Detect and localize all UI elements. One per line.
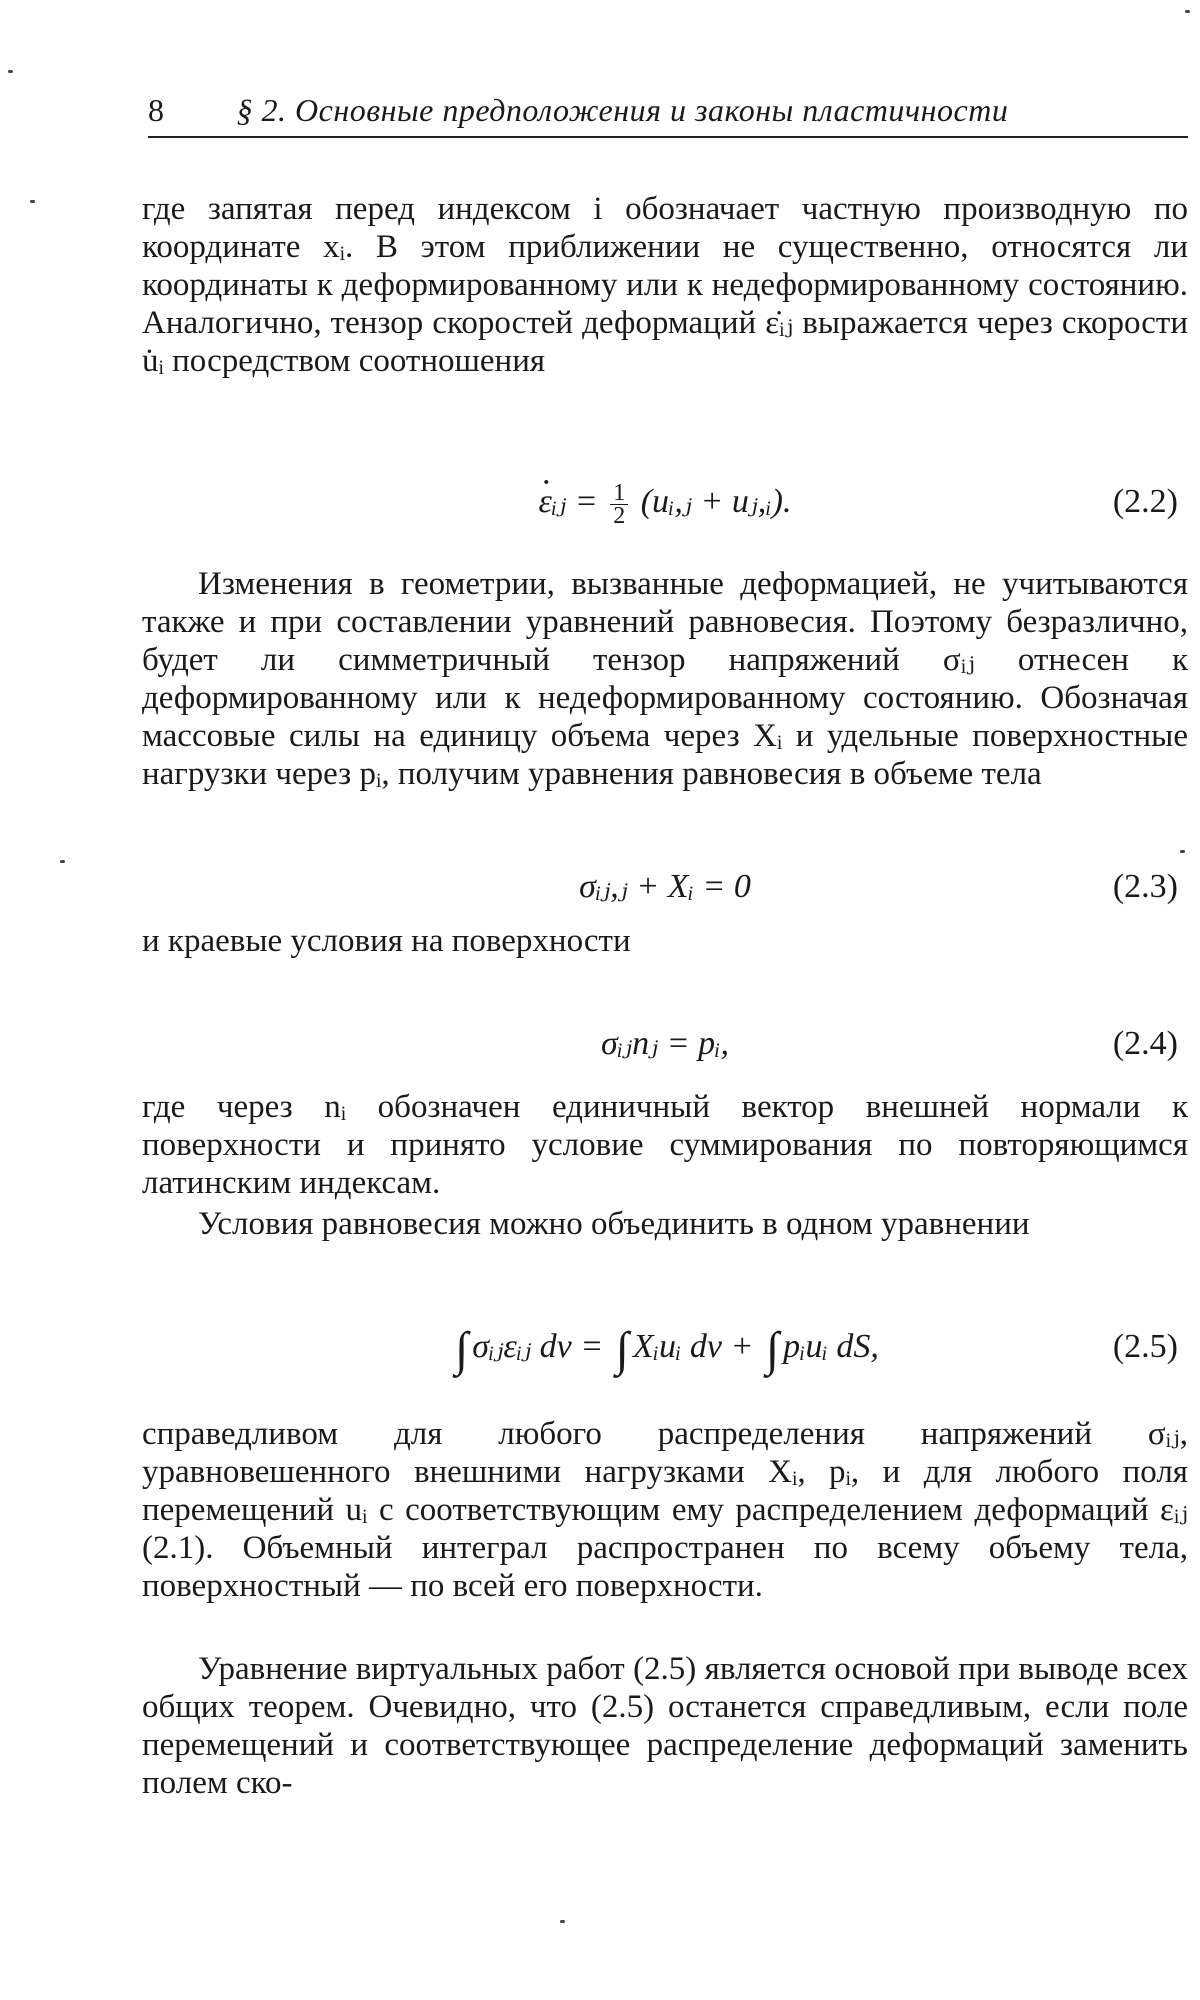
eq22-numerator: 1 <box>610 482 628 505</box>
scan-speck <box>30 200 35 203</box>
eq22-rhs: (uᵢ,ⱼ + uⱼ,ᵢ). <box>640 483 792 520</box>
page-number: 8 <box>148 92 165 128</box>
equation-2-5 <box>142 1323 1188 1376</box>
running-header <box>148 92 1188 138</box>
equation-2-3 <box>142 865 1188 909</box>
equation-number-2-3: (2.3) <box>1112 868 1178 905</box>
eq22-lhs: · εᵢⱼ = <box>538 483 597 520</box>
equation-2-4-formula: σᵢⱼnⱼ = pᵢ, <box>601 1025 729 1062</box>
integral-sign: ∫ <box>615 1323 629 1376</box>
section-title: § 2. Основные предположения и законы пластичности <box>236 92 1009 128</box>
eq22-fraction <box>610 479 628 529</box>
paragraph-7: Уравнение виртуальных работ (2.5) является основой при выводе всех общих теорем. Очевидно, что (2.5) останется справедливым, если поле перемещений и соответствующее распределение деформаций заменить полем ско- <box>142 1651 1188 1801</box>
eq22-denominator: 2 <box>613 502 626 529</box>
equation-2-4 <box>142 1022 1188 1066</box>
eq25-term2: Xᵢuᵢ dv + <box>632 1328 754 1365</box>
integral-sign: ∫ <box>455 1323 469 1376</box>
equation-2-3-formula: σᵢⱼ,ⱼ + Xᵢ = 0 <box>579 868 751 905</box>
equation-2-5-formula <box>142 1323 1188 1376</box>
scan-speck <box>8 70 13 73</box>
equation-2-2-formula <box>142 480 1188 527</box>
scan-speck <box>560 1920 565 1923</box>
scan-speck <box>1180 850 1185 853</box>
eq25-term3: pᵢuᵢ dS, <box>783 1328 879 1365</box>
paragraph-1: где запятая перед индексом i обозначает частную производную по координате xᵢ. В этом приближении не существенно, относятся ли координаты к деформированному или к недеформированному состоянию. Аналогично, тензор скоростей деформаций ε̇ᵢⱼ выражается через скорости u̇ᵢ посредством соотношения <box>142 191 1188 379</box>
paragraph-4: где через nᵢ обозначен единичный вектор внешней нормали к поверхности и принято условие суммирования по повторяющимся латинским индексам. <box>142 1089 1188 1201</box>
scan-speck <box>60 860 65 863</box>
eq25-term1: σᵢⱼεᵢⱼ dv = <box>472 1328 604 1365</box>
paragraph-6: справедливом для любого распределения напряжений σᵢⱼ, уравновешенного внешними нагрузками Xᵢ, pᵢ, и для любого поля перемещений uᵢ с соответствующим ему распределением деформаций εᵢⱼ (2.1). Объемный интеграл распространен по всему объему тела, поверхностный — по всей его поверхности. <box>142 1416 1188 1604</box>
equation-number-2-5: (2.5) <box>1112 1328 1178 1365</box>
equation-number-2-4: (2.4) <box>1112 1025 1178 1062</box>
paragraph-5: Условия равновесия можно объединить в одном уравнении <box>198 1206 1030 1242</box>
scan-speck <box>1185 10 1190 13</box>
equation-number-2-2: (2.2) <box>1112 483 1178 520</box>
integral-sign: ∫ <box>765 1323 780 1376</box>
equation-2-2 <box>142 479 1188 529</box>
paragraph-3: и краевые условия на поверхности <box>142 923 631 959</box>
paragraph-2: Изменения в геометрии, вызванные деформацией, не учитываются также и при составлении уравнений равновесия. Поэтому безразлично, будет ли симметричный тензор напряжений σᵢⱼ отнесен к деформированному или к недеформированному состоянию. Обозначая массовые силы на единицу объема через Xᵢ и удельные поверхностные нагрузки через pᵢ, получим уравнения равновесия в объеме тела <box>142 566 1188 792</box>
